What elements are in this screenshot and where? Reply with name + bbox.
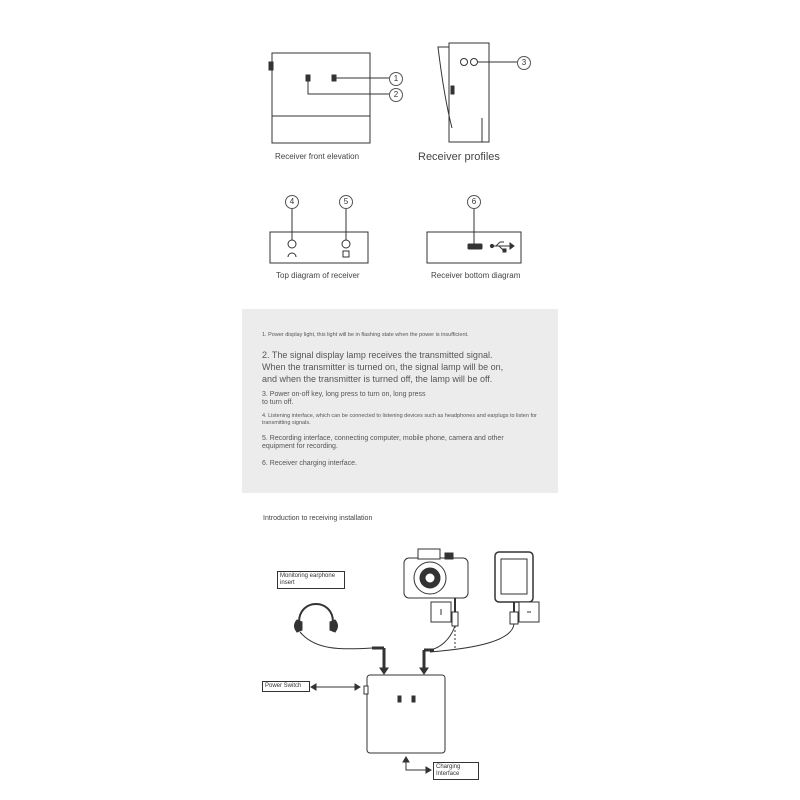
callout-5: 5 bbox=[339, 195, 353, 209]
note-5-line-2: equipment for recording. bbox=[262, 443, 338, 450]
note-3-line-2: to turn off. bbox=[262, 399, 294, 406]
power-switch-label: Power Switch bbox=[262, 681, 310, 692]
note-1: 1. Power display light, this light will be in flashing state when the power is insufficient. bbox=[262, 332, 469, 338]
callout-2: 2 bbox=[389, 88, 403, 102]
charging-interface-label bbox=[433, 762, 479, 780]
callout-6: 6 bbox=[467, 195, 481, 209]
note-2-line-2: When the transmitter is turned on, the signal lamp will be on, bbox=[262, 362, 504, 372]
caption-bottom-diagram: Receiver bottom diagram bbox=[431, 271, 521, 280]
receiver-profile bbox=[438, 43, 517, 142]
charging-line-1: Charging bbox=[436, 764, 461, 770]
monitoring-earphone-label bbox=[277, 571, 345, 589]
monitoring-earphone-line-1: Monitoring earphone bbox=[280, 573, 336, 579]
caption-top-diagram: Top diagram of receiver bbox=[276, 271, 360, 280]
note-4-line-1: 4. Listening interface, which can be connected to listening devices such as headphones and earplugs to listen for bbox=[262, 413, 537, 419]
installation-title: Introduction to receiving installation bbox=[263, 515, 373, 522]
caption-front-elevation: Receiver front elevation bbox=[275, 152, 360, 161]
receiver-front-elevation bbox=[269, 53, 389, 143]
receiver-top-diagram bbox=[270, 208, 368, 263]
monitoring-earphone-line-2: insert bbox=[280, 580, 295, 586]
note-3-line-1: 3. Power on-off key, long press to turn on, long press bbox=[262, 391, 426, 398]
note-2-line-3: and when the transmitter is turned off, the lamp will be off. bbox=[262, 374, 493, 384]
callout-1: 1 bbox=[389, 72, 403, 86]
note-5-line-1: 5. Recording interface, connecting computer, mobile phone, camera and other bbox=[262, 435, 504, 442]
callout-4: 4 bbox=[285, 195, 299, 209]
notes-panel bbox=[242, 309, 558, 493]
caption-profiles: Receiver profiles bbox=[418, 151, 500, 163]
note-2-line-1: 2. The signal display lamp receives the transmitted signal. bbox=[262, 350, 493, 360]
receiver-bottom-diagram bbox=[427, 208, 521, 263]
note-4-line-2: transmitting signals. bbox=[262, 420, 311, 426]
charging-line-2: Interface bbox=[436, 771, 460, 777]
callout-3: 3 bbox=[517, 56, 531, 70]
note-6: 6. Receiver charging interface. bbox=[262, 460, 357, 467]
